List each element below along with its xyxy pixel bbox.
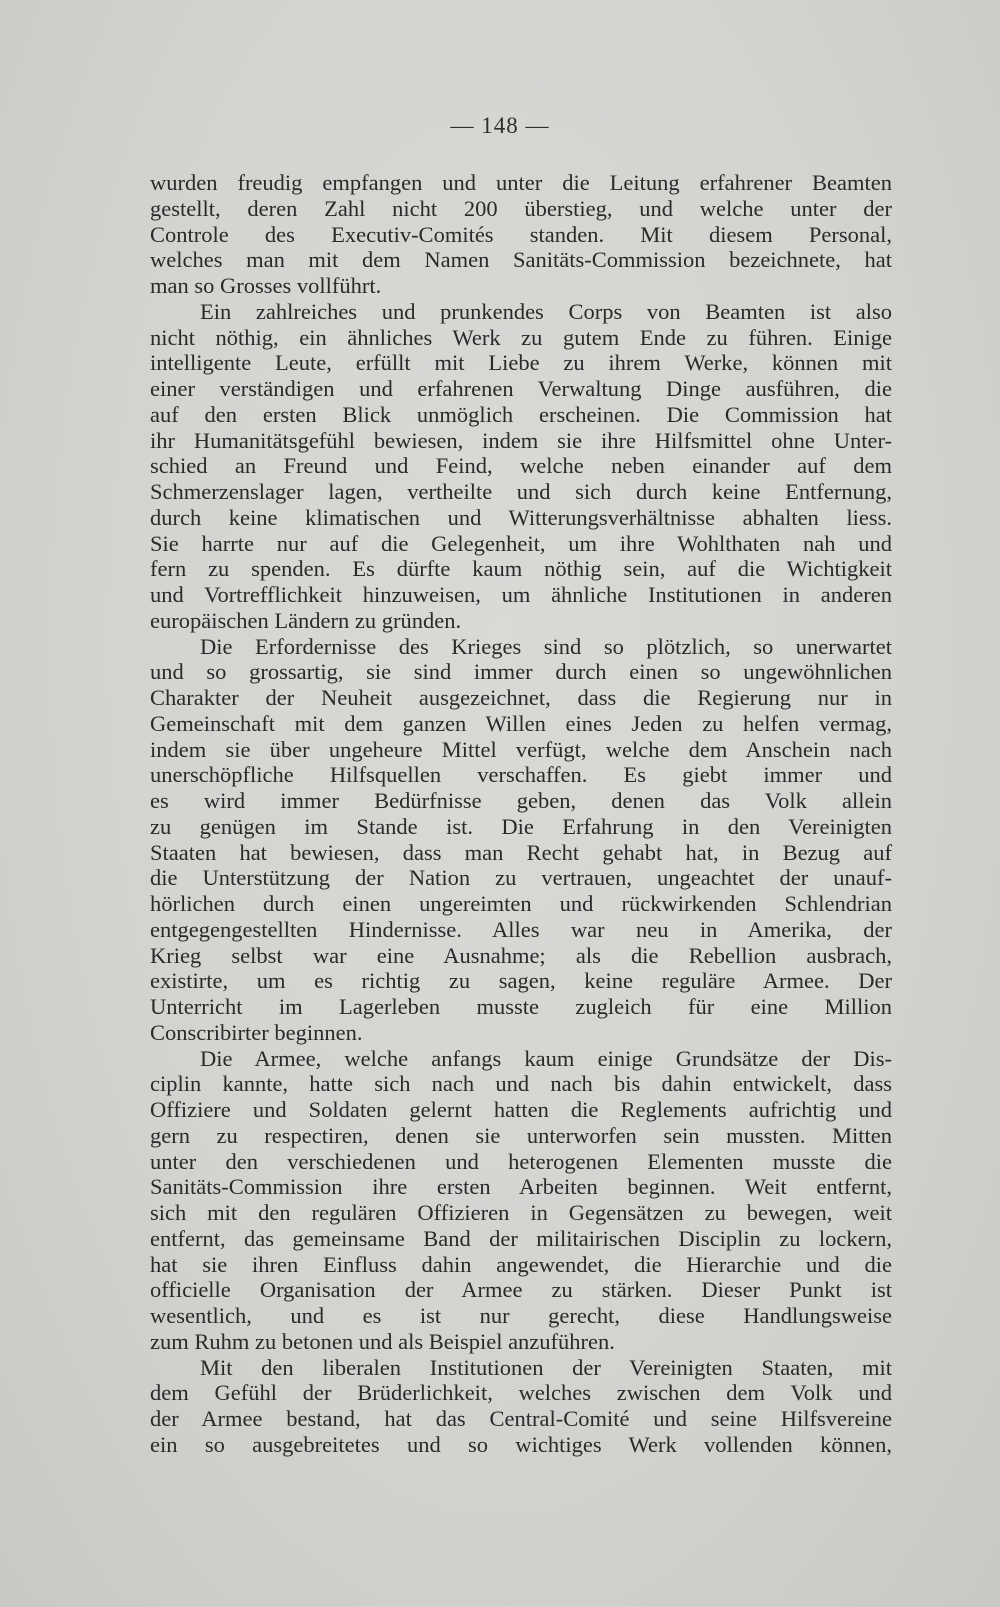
text-line: ein so ausgebreitetes und so wichtiges Werk vollenden können, <box>150 1431 892 1457</box>
text-line: einer verständigen und erfahrenen Verwaltung Dinge ausführen, die <box>150 376 892 401</box>
text-line: Controle des Executiv-Comités standen. Mit diesem Personal, <box>150 221 892 247</box>
text-line: und so grossartig, sie sind immer durch einen so ungewöhnlichen <box>150 659 892 685</box>
text-line: Staaten hat bewiesen, dass man Recht gehabt hat, in Bezug auf <box>150 839 892 865</box>
text-line: Gemeinschaft mit dem ganzen Willen eines Jeden zu helfen vermag, <box>150 710 892 736</box>
text-line: officielle Organisation der Armee zu stärken. Dieser Punkt ist <box>150 1277 892 1303</box>
text-line: nicht nöthig, ein ähnliches Werk zu gutem Ende zu führen. Einige <box>150 324 892 350</box>
text-line: der Armee bestand, hat das Central-Comité und seine Hilfsvereine <box>150 1406 892 1431</box>
text-line: durch keine klimatischen und Witterungsverhältnisse abhalten liess. <box>150 504 892 530</box>
text-line: Unterricht im Lagerleben musste zugleich für eine Million <box>150 994 892 1019</box>
text-line: hörlichen durch einen ungereimten und rückwirkenden Schlendrian <box>150 891 892 916</box>
text-line: welches man mit dem Namen Sanitäts-Commission bezeichnete, hat <box>150 247 892 273</box>
text-line: zu genügen im Stande ist. Die Erfahrung in den Vereinigten <box>150 813 892 839</box>
text-line: Mit den liberalen Institutionen der Vereinigten Staaten, mit <box>200 1354 892 1380</box>
text-line: auf den ersten Blick unmöglich erscheinen. Die Commission hat <box>150 401 892 427</box>
text-line: unter den verschiedenen und heterogenen Elementen musste die <box>150 1148 892 1174</box>
text-line: Krieg selbst war eine Ausnahme; als die Rebellion ausbrach, <box>150 942 892 968</box>
text-line: Die Erfordernisse des Krieges sind so plötzlich, so unerwartet <box>200 633 892 659</box>
text-line: Sanitäts-Commission ihre ersten Arbeiten beginnen. Weit entfernt, <box>150 1174 892 1200</box>
text-line: schied an Freund und Feind, welche neben einander auf dem <box>150 453 892 479</box>
text-line: Schmerzenslager lagen, vertheilte und sich durch keine Entfernung, <box>150 479 892 504</box>
text-line: Offiziere und Soldaten gelernt hatten die Reglements aufrichtig und <box>150 1097 892 1122</box>
text-line: existirte, um es richtig zu sagen, keine reguläre Armee. Der <box>150 968 892 994</box>
text-line: Conscribirter beginnen. <box>150 1019 363 1045</box>
page-number: — 148 — <box>450 113 550 138</box>
text-line: fern zu spenden. Es dürfte kaum nöthig sein, auf die Wichtigkeit <box>150 556 892 582</box>
text-line: indem sie über ungeheure Mittel verfügt, welche dem Anschein nach <box>150 736 892 762</box>
text-line: Charakter der Neuheit ausgezeichnet, dass die Regierung nur in <box>150 685 892 710</box>
text-line: gestellt, deren Zahl nicht 200 überstieg, und welche unter der <box>150 195 892 221</box>
text-line: und Vortrefflichkeit hinzuweisen, um ähnliche Institutionen in anderen <box>150 582 892 607</box>
text-line: unerschöpfliche Hilfsquellen verschaffen. Es giebt immer und <box>150 762 892 788</box>
text-line: die Unterstützung der Nation zu vertrauen, ungeachtet der unauf- <box>150 865 892 891</box>
text-line: entfernt, das gemeinsame Band der militairischen Disciplin zu lockern, <box>150 1225 892 1251</box>
text-line: Sie harrte nur auf die Gelegenheit, um ihre Wohlthaten nah und <box>150 530 892 556</box>
text-line: europäischen Ländern zu gründen. <box>150 607 462 633</box>
text-line: ihr Humanitätsgefühl bewiesen, indem sie ihre Hilfsmittel ohne Unter- <box>150 427 892 453</box>
text-line: entgegengestellten Hindernisse. Alles war neu in Amerika, der <box>150 916 892 942</box>
text-line: dem Gefühl der Brüderlichkeit, welches zwischen dem Volk und <box>150 1380 892 1406</box>
text-line: man so Grosses vollführt. <box>150 273 382 298</box>
text-line: sich mit den regulären Offizieren in Gegensätzen zu bewegen, weit <box>150 1200 892 1225</box>
text-line: ciplin kannte, hatte sich nach und nach bis dahin entwickelt, dass <box>150 1071 892 1097</box>
text-line: wesentlich, und es ist nur gerecht, diese Handlungsweise <box>150 1303 892 1328</box>
text-line: wurden freudig empfangen und unter die Leitung erfahrener Beamten <box>150 170 892 195</box>
text-line: es wird immer Bedürfnisse geben, denen das Volk allein <box>150 788 892 813</box>
text-line: gern zu respectiren, denen sie unterworfen sein mussten. Mitten <box>150 1122 892 1148</box>
text-line: zum Ruhm zu betonen und als Beispiel anzuführen. <box>150 1328 615 1354</box>
text-line: Ein zahlreiches und prunkendes Corps von Beamten ist also <box>200 298 892 324</box>
text-line: Die Armee, welche anfangs kaum einige Grundsätze der Dis- <box>200 1045 892 1071</box>
text-line: intelligente Leute, erfüllt mit Liebe zu ihrem Werke, können mit <box>150 350 892 376</box>
body-text <box>150 170 892 1458</box>
text-line: hat sie ihren Einfluss dahin angewendet, die Hierarchie und die <box>150 1251 892 1277</box>
